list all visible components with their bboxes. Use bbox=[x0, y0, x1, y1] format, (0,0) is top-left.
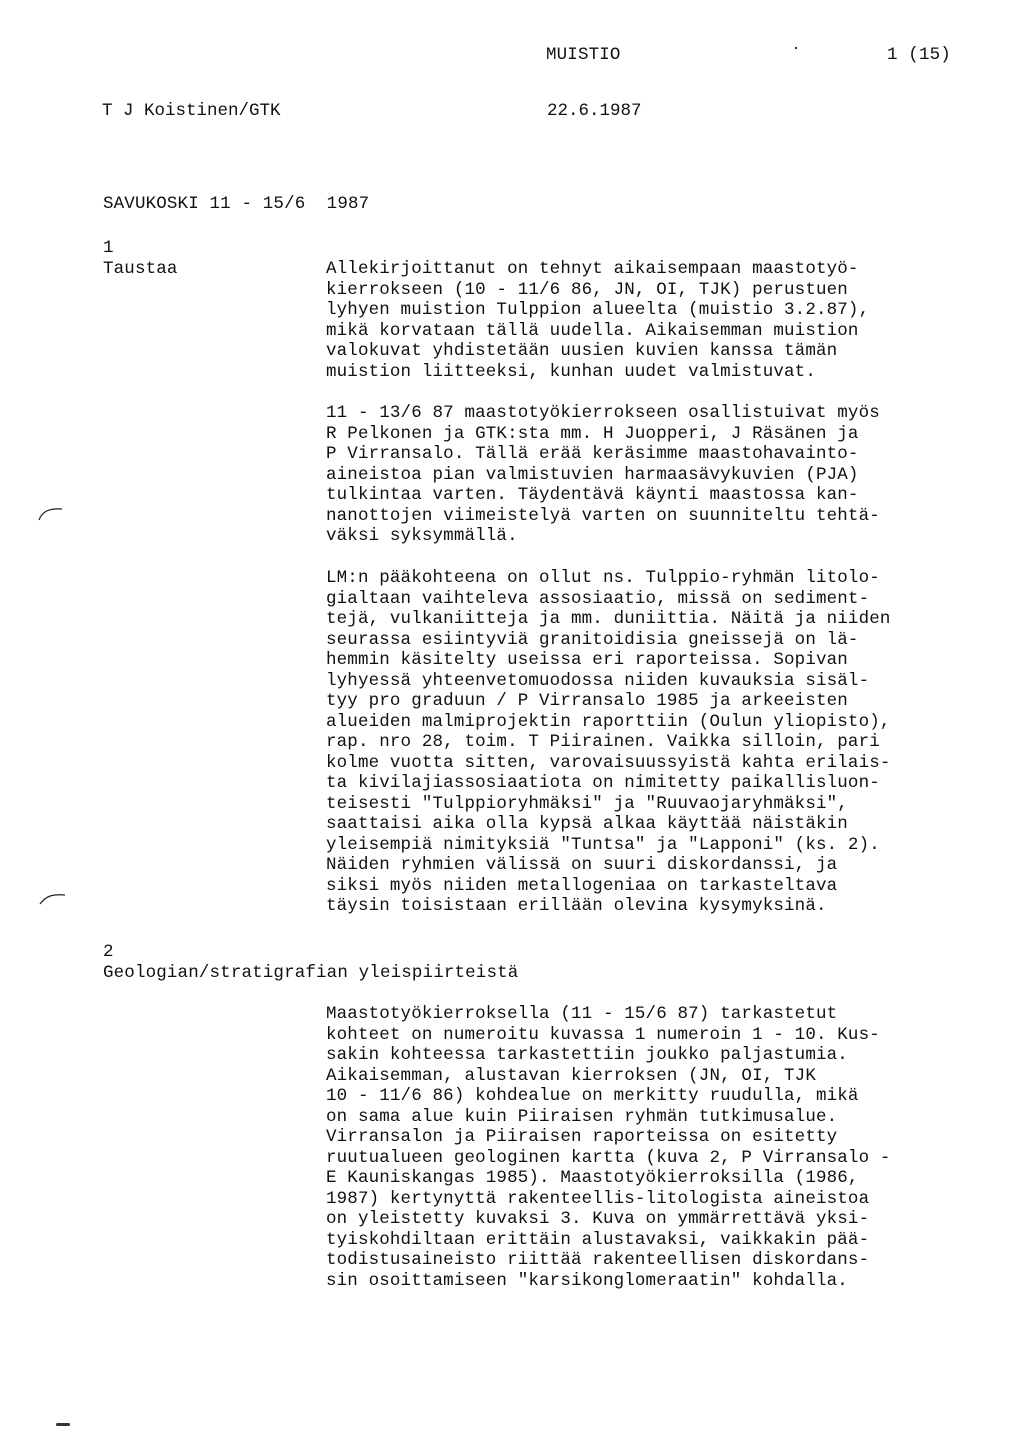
text-line: alueiden malmiprojektin raporttiin (Oulun yliopisto), bbox=[326, 711, 891, 732]
text-line: lyhyen muistion Tulppion alueelta (muistio 3.2.87), bbox=[326, 300, 870, 320]
document-title: SAVUKOSKI 11 - 15/6 1987 bbox=[103, 194, 370, 214]
text-line: saattaisi aika olla kypsä alkaa käyttää näistäkin bbox=[326, 814, 848, 834]
memo-label: MUISTIO bbox=[546, 45, 621, 65]
text-line: hemmin käsitelty useissa eri raporteissa. Sopivan bbox=[326, 650, 848, 670]
section-1-paragraph-2 bbox=[326, 403, 1006, 547]
text-line: gialtaan vaihteleva assosiaatio, missä on sediment- bbox=[326, 588, 870, 609]
section-1-number: 1 bbox=[103, 238, 114, 258]
scan-speck bbox=[795, 47, 797, 49]
section-2-heading: Geologian/stratigrafian yleispiirteistä bbox=[103, 963, 519, 983]
text-line: Allekirjoittanut on tehnyt aikaisempaan maastotyö- bbox=[326, 259, 859, 279]
author-text: T J Koistinen/GTK bbox=[102, 101, 281, 121]
text-line: ta kivilajiassosiaatiota on nimitetty paikallisluon- bbox=[326, 773, 880, 793]
section-1-heading: Taustaa bbox=[103, 259, 178, 279]
scan-speck bbox=[56, 1423, 70, 1426]
text-line: P Virransalo. Tällä erää keräsimme maastohavainto- bbox=[326, 444, 859, 464]
text-line: kolme vuotta sitten, varovaisuussyistä kahta erilais- bbox=[326, 752, 891, 773]
text-line: 10 - 11/6 86) kohdealue on merkitty ruudulla, mikä bbox=[326, 1086, 859, 1106]
text-line: tyiskohdiltaan erittäin alustavaksi, vaikkakin pää- bbox=[326, 1229, 870, 1250]
text-line: on sama alue kuin Piiraisen ryhmän tutkimusalue. bbox=[326, 1106, 838, 1127]
text-line: kierrokseen (10 - 11/6 86, JN, OI, TJK) perustuen bbox=[326, 279, 848, 300]
text-line: Virransalon ja Piiraisen raporteissa on esitetty bbox=[326, 1127, 838, 1147]
section-1-paragraph-1 bbox=[326, 259, 1006, 382]
text-line: E Kauniskangas 1985). Maastotyökierroksilla (1986, bbox=[326, 1168, 859, 1188]
page-number: 1 (15) bbox=[887, 45, 951, 65]
text-line: Maastotyökierroksella (11 - 15/6 87) tarkastetut bbox=[326, 1004, 838, 1024]
text-line: mikä korvataan tällä uudella. Aikaisemman muistion bbox=[326, 320, 859, 341]
text-line: LM:n pääkohteena on ollut ns. Tulppio-ryhmän litolo- bbox=[326, 568, 880, 588]
section-2-paragraph-1 bbox=[326, 1004, 1006, 1291]
section-1-paragraph-3 bbox=[326, 568, 1006, 917]
text-line: 1987) kertynyttä rakenteellis-litologista aineistoa bbox=[326, 1188, 870, 1209]
text-line: ruutualueen geologinen kartta (kuva 2, P Virransalo - bbox=[326, 1147, 891, 1168]
text-line: tulkintaa varten. Täydentävä käynti maastossa kan- bbox=[326, 485, 859, 505]
text-line: väksi syksymmällä. bbox=[326, 526, 518, 546]
text-line: nanottojen viimeistelyä varten on suunniteltu tehtä- bbox=[326, 505, 880, 526]
text-line: todistusaineisto riittää rakenteellisen diskordans- bbox=[326, 1250, 870, 1270]
text-line: 11 - 13/6 87 maastotyökierrokseen osallistuivat myös bbox=[326, 403, 880, 423]
text-line: siksi myös niiden metallogeniaa on tarkasteltava bbox=[326, 875, 838, 896]
text-line: sakin kohteessa tarkastettiin joukko paljastumia. bbox=[326, 1045, 848, 1065]
text-line: yleisempiä nimityksiä "Tuntsa" ja "Lapponi" (ks. 2). bbox=[326, 834, 880, 855]
margin-hook-mark bbox=[38, 886, 68, 910]
text-line: tyy pro graduun / P Virransalo 1985 ja arkeeisten bbox=[326, 691, 848, 711]
date-text: 22.6.1987 bbox=[547, 101, 642, 121]
text-line: sin osoittamiseen "karsikonglomeraatin" kohdalla. bbox=[326, 1270, 848, 1291]
section-2-number: 2 bbox=[103, 942, 114, 962]
text-line: lyhyessä yhteenvetomuodossa niiden kuvauksia sisäl- bbox=[326, 670, 870, 691]
date-line-clipped bbox=[547, 101, 687, 121]
text-line: Aikaisemman, alustavan kierroksen (JN, OI, TJK bbox=[326, 1065, 816, 1086]
text-line: täysin toisistaan erillään olevina kysymyksinä. bbox=[326, 896, 827, 916]
text-line: on yleistetty kuvaksi 3. Kuva on ymmärrettävä yksi- bbox=[326, 1209, 870, 1229]
text-line: tejä, vulkaniitteja ja mm. duniittia. Näitä ja niiden bbox=[326, 609, 891, 629]
text-line: teisesti "Tulppioryhmäksi" ja "Ruuvaojaryhmäksi", bbox=[326, 793, 848, 814]
author-line-clipped bbox=[102, 101, 332, 121]
margin-hook-mark bbox=[36, 500, 66, 524]
text-line: aineistoa pian valmistuvien harmaasävykuvien (PJA) bbox=[326, 464, 859, 485]
text-line: valokuvat yhdistetään uusien kuvien kanssa tämän bbox=[326, 341, 838, 361]
text-line: rap. nro 28, toim. T Piirainen. Vaikka silloin, pari bbox=[326, 732, 880, 752]
text-line: muistion liitteeksi, kunhan uudet valmistuvat. bbox=[326, 361, 816, 382]
text-line: R Pelkonen ja GTK:sta mm. H Juopperi, J Räsänen ja bbox=[326, 423, 859, 444]
text-line: Näiden ryhmien välissä on suuri diskordanssi, ja bbox=[326, 855, 838, 875]
text-line: seurassa esiintyviä granitoidisia gneissejä on lä- bbox=[326, 629, 859, 650]
text-line: kohteet on numeroitu kuvassa 1 numeroin 1 - 10. Kus- bbox=[326, 1024, 880, 1045]
